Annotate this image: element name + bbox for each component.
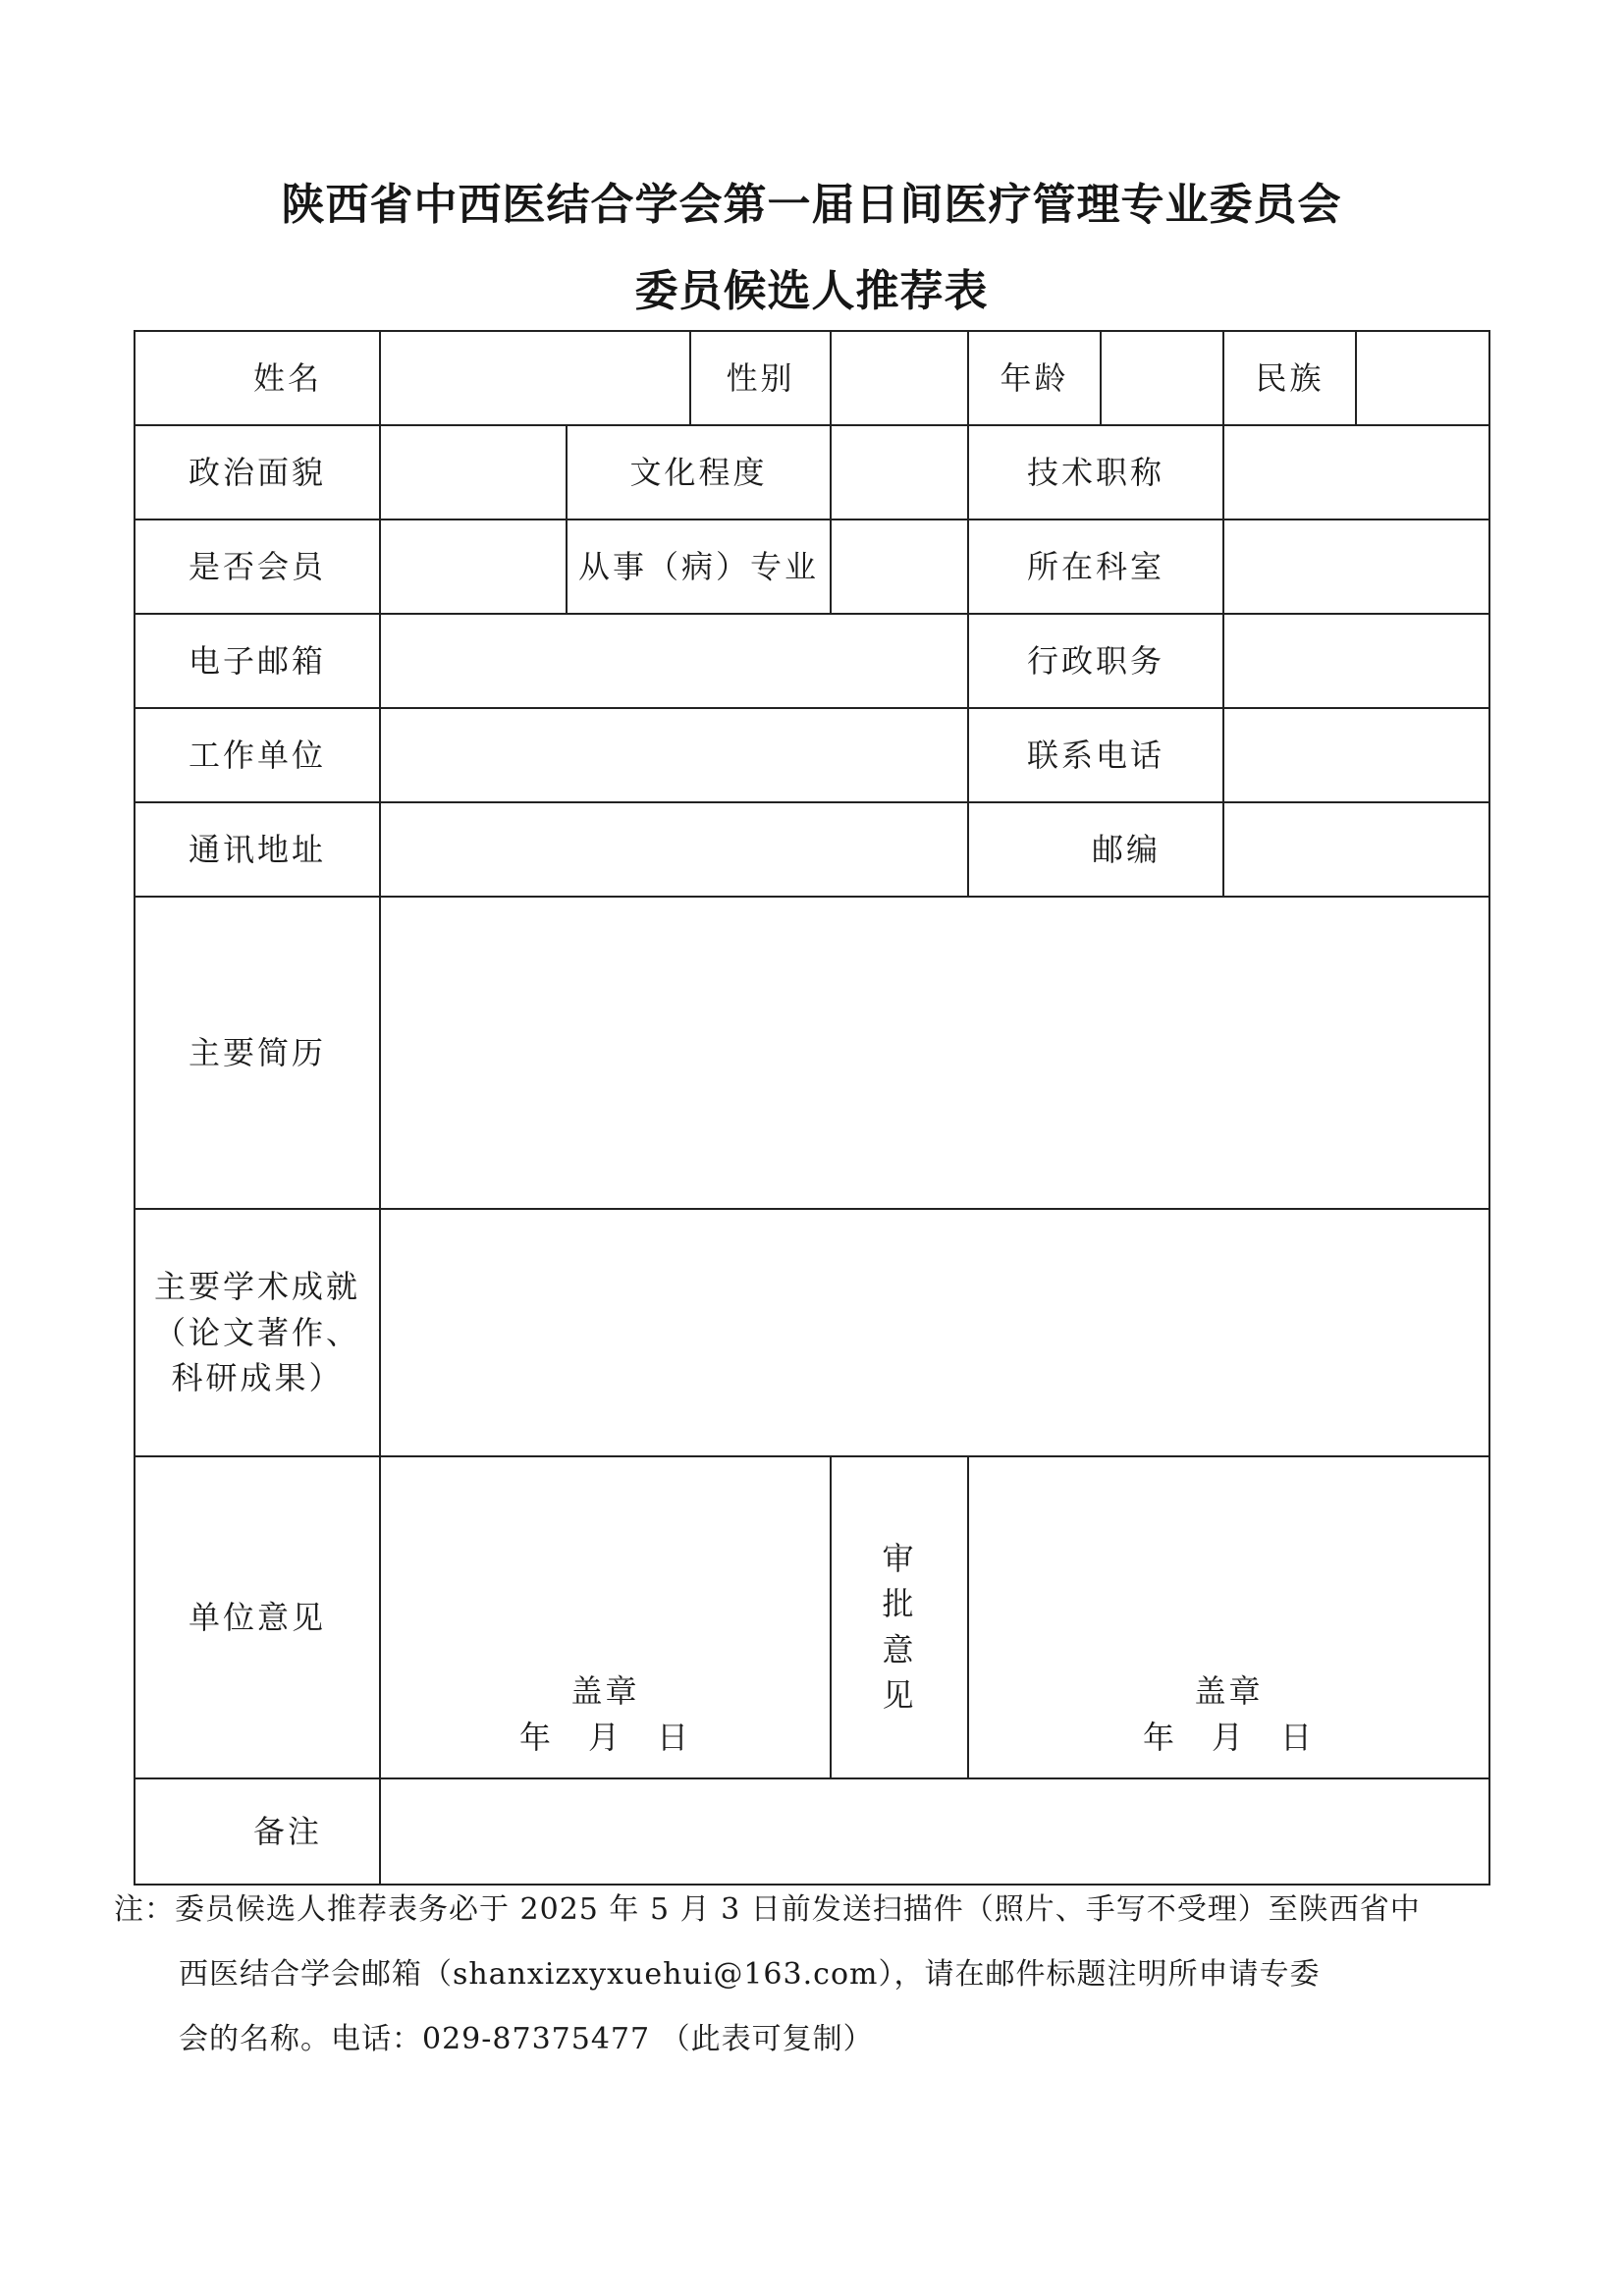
approval-char: 审 — [882, 1540, 917, 1577]
field-work-unit[interactable] — [380, 708, 968, 802]
field-email[interactable] — [380, 614, 968, 708]
page-title: 陕西省中西医结合学会第一届日间医疗管理专业委员会 — [281, 180, 1342, 230]
label-political-status: 政治面貌 — [135, 425, 380, 519]
row-opinions — [135, 1456, 1489, 1778]
label-name: 姓名 — [135, 331, 380, 425]
field-department[interactable] — [1223, 519, 1489, 614]
label-education: 文化程度 — [567, 425, 831, 519]
unit-date-label: 年 月 日 — [518, 1718, 691, 1756]
label-approval-opinion — [831, 1456, 968, 1778]
row-basic-info — [135, 331, 1489, 425]
row-political — [135, 425, 1489, 519]
page-subtitle: 委员候选人推荐表 — [634, 266, 989, 316]
label-email: 电子邮箱 — [135, 614, 380, 708]
row-email — [135, 614, 1489, 708]
label-gender: 性别 — [690, 331, 831, 425]
field-admin-position[interactable] — [1223, 614, 1489, 708]
label-department: 所在科室 — [968, 519, 1223, 614]
label-work-unit: 工作单位 — [135, 708, 380, 802]
field-remarks[interactable] — [380, 1778, 1489, 1885]
row-membership — [135, 519, 1489, 614]
field-technical-title[interactable] — [1223, 425, 1489, 519]
approval-char: 批 — [882, 1585, 917, 1623]
label-phone: 联系电话 — [968, 708, 1223, 802]
label-admin-position: 行政职务 — [968, 614, 1223, 708]
field-political-status[interactable] — [380, 425, 567, 519]
footnote-line-1: 注：委员候选人推荐表务必于 2025 年 5 月 3 日前发送扫描件（照片、手写不受理）至陕西省中 — [114, 1892, 1421, 1927]
field-specialty[interactable] — [831, 519, 968, 614]
row-work-unit — [135, 708, 1489, 802]
approval-char: 意 — [882, 1630, 917, 1668]
label-achievements: 主要学术成就（论文著作、科研成果） — [135, 1209, 380, 1456]
label-unit-opinion: 单位意见 — [135, 1456, 380, 1778]
approval-stamp-label: 盖章 — [1194, 1672, 1264, 1711]
field-postcode[interactable] — [1223, 802, 1489, 897]
label-postcode: 邮编 — [968, 802, 1223, 897]
approval-date-label: 年 月 日 — [1142, 1718, 1315, 1756]
field-achievements[interactable] — [380, 1209, 1489, 1456]
field-unit-opinion[interactable] — [380, 1456, 831, 1778]
label-age: 年龄 — [968, 331, 1101, 425]
label-is-member: 是否会员 — [135, 519, 380, 614]
field-address[interactable] — [380, 802, 968, 897]
footnote — [114, 1878, 1488, 2072]
approval-stamp-block — [969, 1668, 1488, 1760]
field-gender[interactable] — [831, 331, 968, 425]
label-specialty: 从事（病）专业 — [567, 519, 831, 614]
field-approval-opinion[interactable] — [968, 1456, 1489, 1778]
recommendation-form-table — [134, 330, 1490, 1886]
footnote-line-2: 西医结合学会邮箱（shanxizxyxuehui@163.com），请在邮件标题注明所申请专委 — [179, 1957, 1321, 1992]
field-resume[interactable] — [380, 897, 1489, 1209]
row-resume — [135, 897, 1489, 1209]
field-is-member[interactable] — [380, 519, 567, 614]
unit-stamp-block — [381, 1668, 830, 1760]
field-age[interactable] — [1101, 331, 1223, 425]
label-ethnicity: 民族 — [1223, 331, 1356, 425]
field-ethnicity[interactable] — [1356, 331, 1489, 425]
row-achievements — [135, 1209, 1489, 1456]
label-address: 通讯地址 — [135, 802, 380, 897]
label-remarks: 备注 — [135, 1778, 380, 1885]
label-technical-title: 技术职称 — [968, 425, 1223, 519]
unit-stamp-label: 盖章 — [570, 1672, 640, 1711]
row-address — [135, 802, 1489, 897]
row-remarks — [135, 1778, 1489, 1885]
field-education[interactable] — [831, 425, 968, 519]
label-resume: 主要简历 — [135, 897, 380, 1209]
footnote-line-3: 会的名称。电话：029-87375477 （此表可复制） — [179, 2022, 874, 2056]
approval-char: 见 — [882, 1676, 917, 1715]
field-name[interactable] — [380, 331, 690, 425]
field-phone[interactable] — [1223, 708, 1489, 802]
